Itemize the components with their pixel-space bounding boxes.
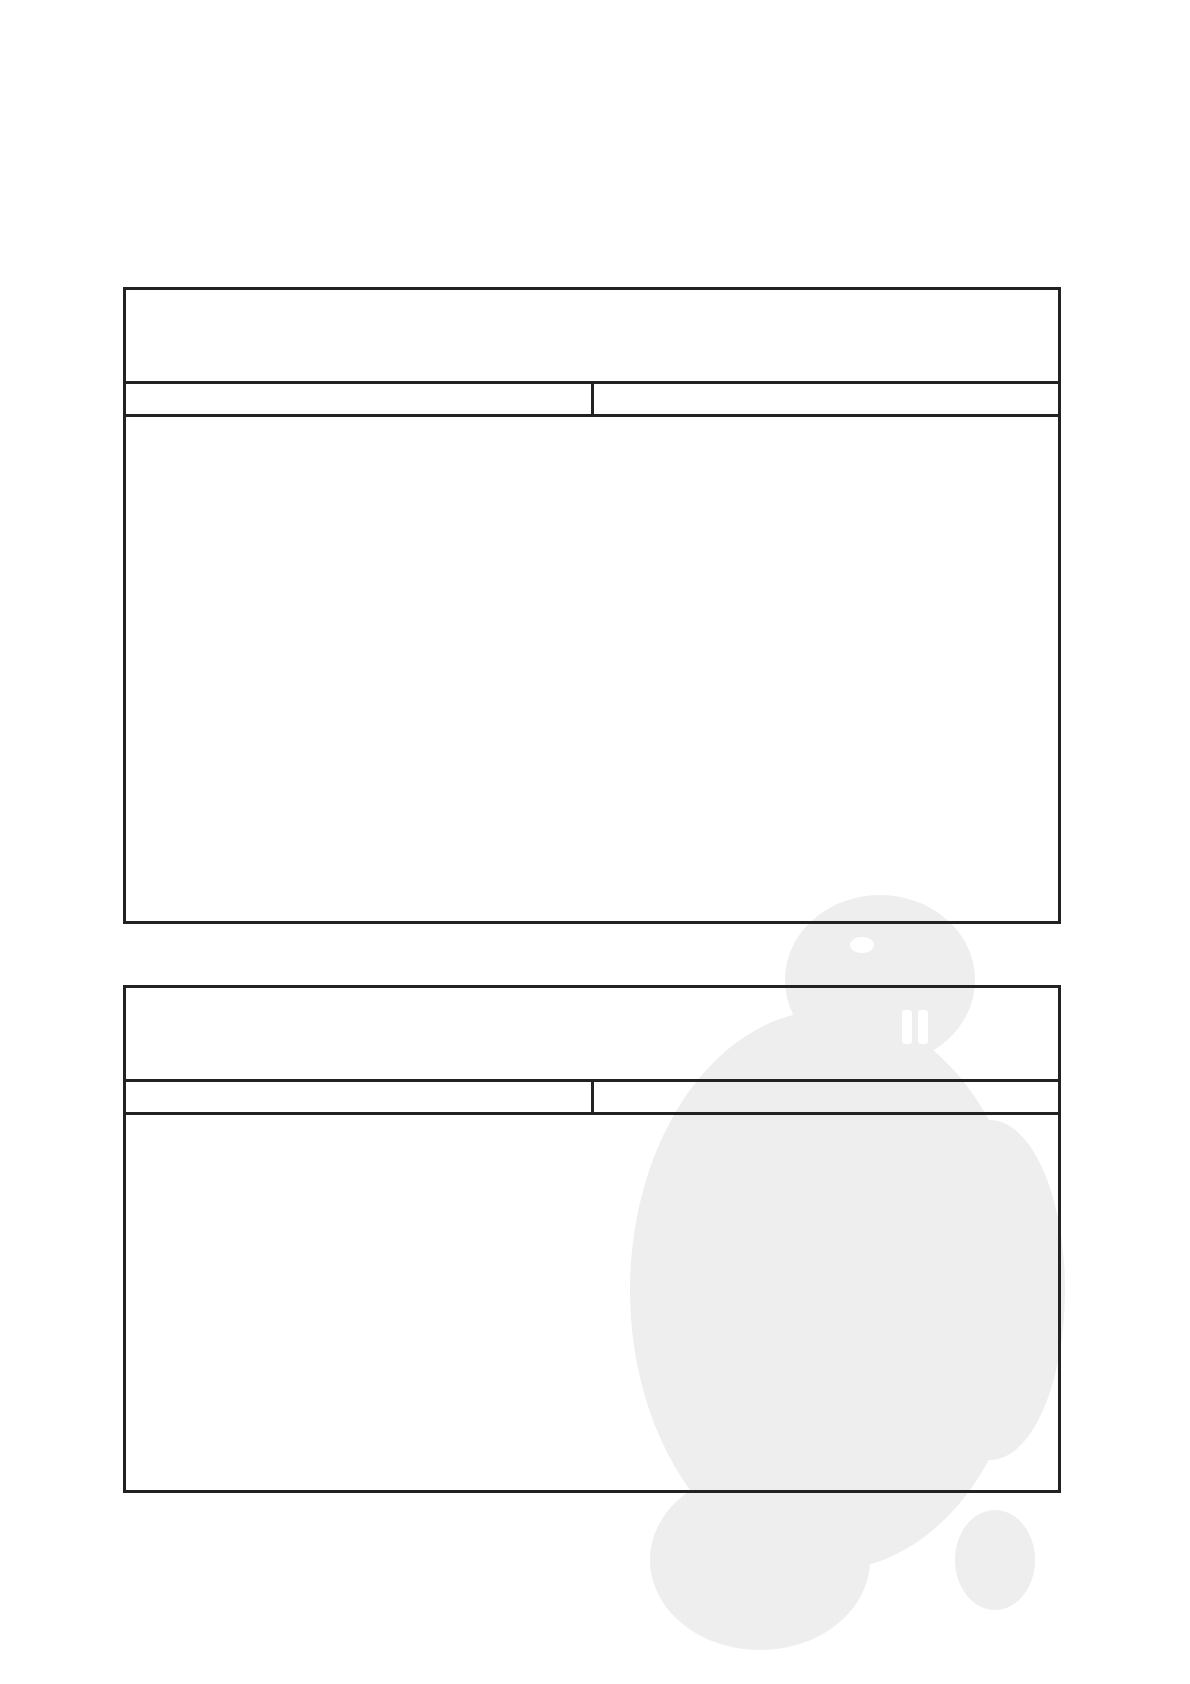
retromarcia-header xyxy=(594,1082,1058,1112)
table-top xyxy=(123,287,1061,924)
table-velocita-header xyxy=(126,988,1058,1082)
table-velocita xyxy=(123,985,1061,1493)
table-top-subheader xyxy=(126,384,1058,417)
table-top-header xyxy=(126,290,1058,384)
table-velocita-subheader xyxy=(126,1082,1058,1115)
